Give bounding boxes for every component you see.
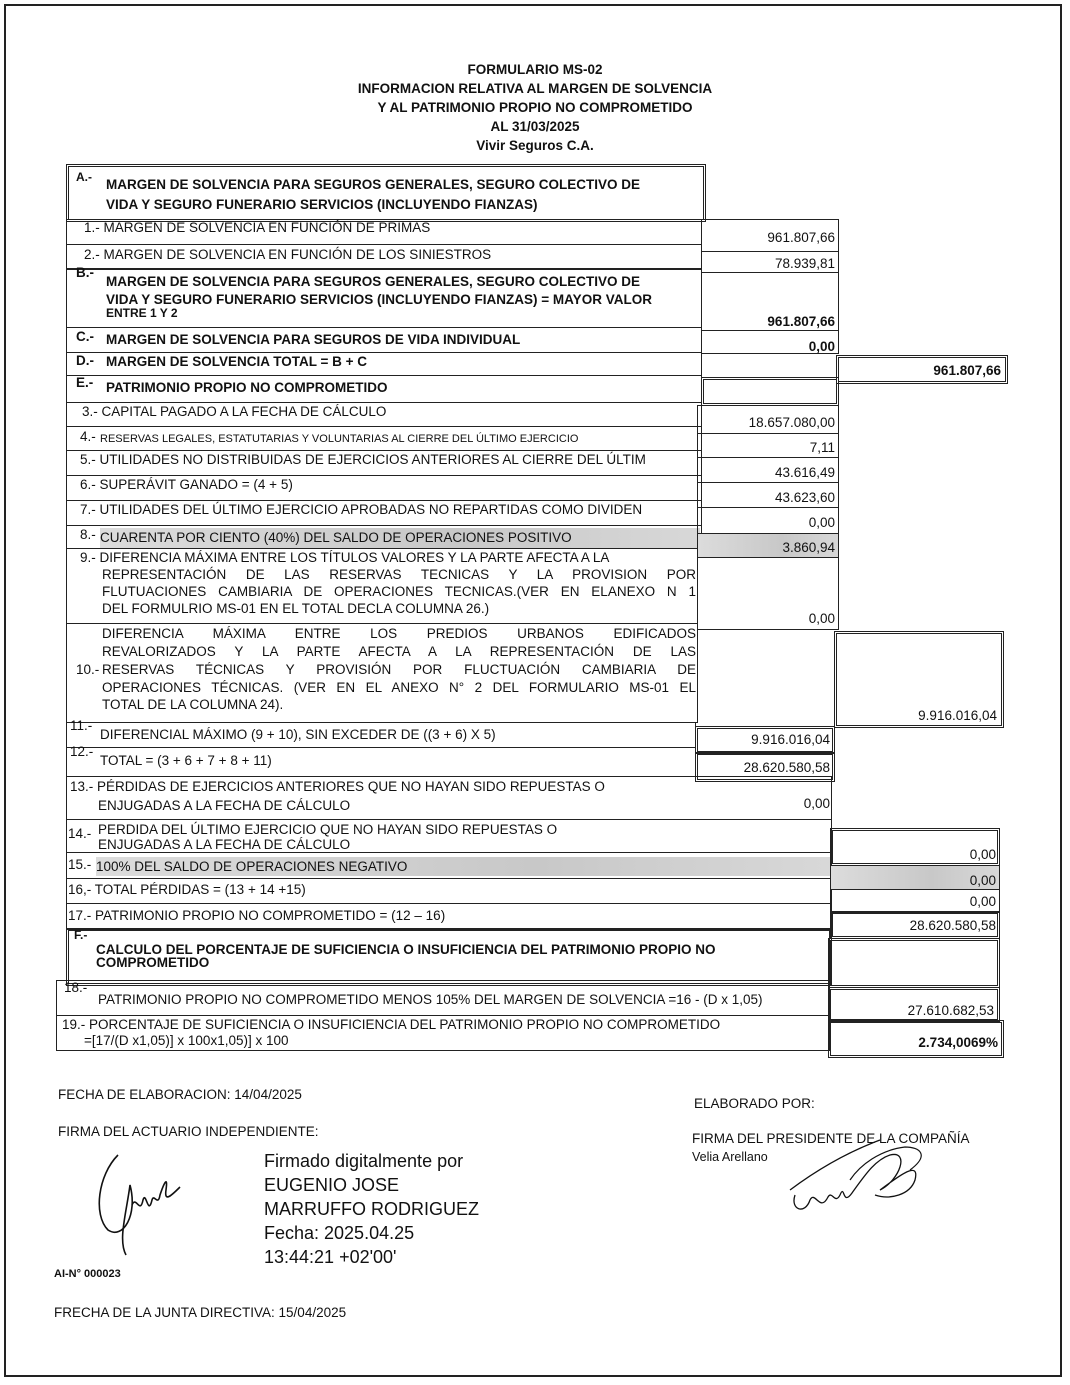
digital-sign-line1: Firmado digitalmente por (264, 1151, 464, 1171)
president-signature (780, 1135, 940, 1225)
row-9-line1: 9.- DIFERENCIA MÁXIMA ENTRE LOS TÍTULOS VALORES Y LA PARTE AFECTA A LA (80, 550, 610, 565)
row-16-label: 16,- TOTAL PÉRDIDAS = (13 + 14 +15) (68, 882, 306, 897)
section-d-label: MARGEN DE SOLVENCIA TOTAL = B + C (106, 354, 368, 369)
section-c-code: C.- (76, 329, 94, 344)
f-result-box (828, 938, 1000, 988)
row-10-line2: REVALORIZADOS Y LA PARTE AFECTA A LA REPRESENTACIÓN DE LAS (102, 644, 696, 659)
row-19-line2: =[17/(D x1,05)] x 100x1,05)] x 100 (84, 1033, 289, 1048)
value-6: 43.623,60 (774, 490, 835, 505)
section-c-label: MARGEN DE SOLVENCIA PARA SEGUROS DE VIDA INDIVIDUAL (106, 332, 521, 347)
row-5-label: 5.- UTILIDADES NO DISTRIBUIDAS DE EJERCICIOS ANTERIORES AL CIERRE DEL ÚLTIM (80, 452, 646, 467)
fecha-junta-directiva: FRECHA DE LA JUNTA DIRECTIVA: 15/04/2025 (54, 1305, 347, 1320)
row-18-code: 18.- (64, 980, 88, 995)
row-4-label: RESERVAS LEGALES, ESTATUTARIAS Y VOLUNTARIAS AL CIERRE DEL ÚLTIMO EJERCICIO (100, 433, 579, 445)
form-code: FORMULARIO MS-02 (467, 62, 603, 77)
value-c: 0,00 (808, 339, 835, 354)
row-13-line1: 13.- PÉRDIDAS DE EJERCICIOS ANTERIORES QUE NO HAYAN SIDO REPUESTAS O (70, 779, 605, 794)
row-7-label: 7.- UTILIDADES DEL ÚLTIMO EJERCICIO APROBADAS NO REPARTIDAS COMO DIVIDEN (80, 502, 643, 517)
row-14-line2: ENJUGADAS A LA FECHA DE CÁLCULO (98, 837, 351, 852)
row-1-label: 1.- MARGEN DE SOLVENCIA EN FUNCIÓN DE PRIMAS (84, 220, 431, 235)
form-title: INFORMACION RELATIVA AL MARGEN DE SOLVENCIA (357, 81, 713, 96)
digital-sign-line5: 13:44:21 +02'00' (264, 1247, 397, 1267)
value-9: 0,00 (808, 611, 835, 626)
form-date: AL 31/03/2025 (490, 119, 580, 134)
form-subtitle: Y AL PATRIMONIO PROPIO NO COMPROMETIDO (377, 100, 693, 115)
row-8-label: CUARENTA POR CIENTO (40%) DEL SALDO DE OPERACIONES POSITIVO (100, 528, 700, 548)
value-4: 7,11 (809, 440, 835, 455)
row-10-line1: DIFERENCIA MÁXIMA ENTRE LOS PREDIOS URBANOS EDIFICADOS (102, 626, 696, 641)
section-a-line2: VIDA Y SEGURO FUNERARIO SERVICIOS (INCLUYENDO FIANZAS) (106, 197, 538, 212)
row-10-code: 10.- (76, 662, 100, 677)
ai-number: AI-N° 000023 (54, 1268, 121, 1280)
row-17-label: 17.- PATRIMONIO PROPIO NO COMPROMETIDO = (12 – 16) (68, 908, 446, 923)
section-b-line3: ENTRE 1 Y 2 (106, 306, 178, 320)
value-13: 0,00 (803, 796, 830, 811)
section-a-code: A.- (76, 170, 92, 184)
digital-sign-line3: MARRUFFO RODRIGUEZ (264, 1199, 479, 1219)
row-9-line2: REPRESENTACIÓN DE LAS RESERVAS TECNICAS Y LA PROVISION POR (102, 567, 696, 582)
presidente-nombre: Velia Arellano (692, 1150, 768, 1164)
value-d: 961.807,66 (933, 363, 1001, 378)
e-header-box (701, 377, 839, 406)
section-f-code: F.- (74, 928, 88, 942)
section-f-line1: CALCULO DEL PORCENTAJE DE SUFICIENCIA O INSUFICIENCIA DEL PATRIMONIO PROPIO NO (96, 942, 716, 957)
section-b-code: B.- (76, 265, 94, 280)
firma-actuario-label: FIRMA DEL ACTUARIO INDEPENDIENTE: (58, 1124, 319, 1139)
company-name: Vivir Seguros C.A. (476, 138, 594, 153)
digital-sign-line4: Fecha: 2025.04.25 (264, 1223, 415, 1243)
row-19-line1: 19.- PORCENTAJE DE SUFICIENCIA O INSUFICIENCIA DEL PATRIMONIO PROPIO NO COMPROMETIDO (62, 1017, 721, 1032)
value-18: 27.610.682,53 (907, 1003, 994, 1018)
row-11-code: 11.- (70, 718, 93, 733)
row-4-code: 4.- (80, 429, 96, 444)
row-14-code: 14.- (68, 826, 92, 841)
section-e-code: E.- (76, 375, 94, 390)
row-10-line4: OPERACIONES TÉCNICAS. (VER EN EL ANEXO N° 2 DEL FORMULARIO MS-01 EL (102, 680, 696, 695)
row-10-line3: RESERVAS TÉCNICAS Y PROVISIÓN POR FLUCTUACIÓN CAMBIARIA DE (102, 662, 696, 677)
row-2-label: 2.- MARGEN DE SOLVENCIA EN FUNCIÓN DE LOS SINIESTROS (84, 247, 492, 262)
value-10: 9.916.016,04 (918, 708, 997, 723)
row-11-label: DIFERENCIAL MÁXIMO (9 + 10), SIN EXCEDER DE ((3 + 6) X 5) (100, 727, 496, 742)
value-16: 0,00 (969, 894, 996, 909)
row-12-label: TOTAL = (3 + 6 + 7 + 8 + 11) (100, 753, 272, 768)
value-5: 43.616,49 (774, 465, 835, 480)
value-1: 961.807,66 (767, 230, 835, 245)
section-b-line1: MARGEN DE SOLVENCIA PARA SEGUROS GENERALES, SEGURO COLECTIVO DE (106, 274, 641, 289)
elaborado-por: ELABORADO POR: (694, 1096, 815, 1111)
row-12-code: 12.- (70, 744, 94, 759)
section-d-code: D.- (76, 353, 94, 368)
row-9-line4: DEL FORMULRIO MS-01 EN EL TOTAL DECLA COLUMNA 26.) (102, 601, 490, 616)
value-11: 9.916.016,04 (751, 732, 830, 747)
value-b: 961.807,66 (767, 314, 835, 329)
row-15-code: 15.- (68, 857, 92, 872)
value-3: 18.657.080,00 (748, 415, 835, 430)
row-14-line1: PERDIDA DEL ÚLTIMO EJERCICIO QUE NO HAYAN SIDO REPUESTAS O (98, 822, 558, 837)
row-18-label: PATRIMONIO PROPIO NO COMPROMETIDO MENOS 105% DEL MARGEN DE SOLVENCIA =16 - (D x 1,05) (98, 992, 763, 1007)
value-12: 28.620.580,58 (743, 760, 830, 775)
section-b-line2: VIDA Y SEGURO FUNERARIO SERVICIOS (INCLUYENDO FIANZAS) = MAYOR VALOR (106, 292, 652, 307)
value-8: 3.860,94 (782, 540, 835, 555)
section-a-line1: MARGEN DE SOLVENCIA PARA SEGUROS GENERALES, SEGURO COLECTIVO DE (106, 177, 641, 192)
row-6-label: 6.- SUPERÁVIT GANADO = (4 + 5) (80, 477, 293, 492)
section-a-box (66, 164, 706, 222)
firma-presidente-label: FIRMA DEL PRESIDENTE DE LA COMPAÑÍA (692, 1131, 970, 1146)
section-f-line2: COMPROMETIDO (96, 955, 210, 970)
value-19: 2.734,0069% (918, 1035, 998, 1050)
fecha-elaboracion: FECHA DE ELABORACION: 14/04/2025 (58, 1087, 302, 1102)
row-3-label: 3.- CAPITAL PAGADO A LA FECHA DE CÁLCULO (82, 404, 387, 419)
row-9-line3: FLUTUACIONES CAMBIARIA DE OPERACIONES TECNICAS.(VER EN ELANEXO N 1 (102, 584, 696, 599)
value-17: 28.620.580,58 (909, 918, 996, 933)
row-15-label: 100% DEL SALDO DE OPERACIONES NEGATIVO (96, 857, 830, 876)
value-2: 78.939,81 (774, 256, 835, 271)
row-8-code: 8.- (80, 527, 96, 542)
value-14: 0,00 (969, 847, 996, 862)
row-10-line5: TOTAL DE LA COLUMNA 24). (102, 697, 284, 712)
section-e-label: PATRIMONIO PROPIO NO COMPROMETIDO (106, 380, 388, 395)
actuary-signature (88, 1145, 198, 1265)
value-7: 0,00 (808, 515, 835, 530)
row-13-line2: ENJUGADAS A LA FECHA DE CÁLCULO (98, 798, 351, 813)
digital-sign-line2: EUGENIO JOSE (264, 1175, 400, 1195)
value-15: 0,00 (969, 873, 996, 888)
